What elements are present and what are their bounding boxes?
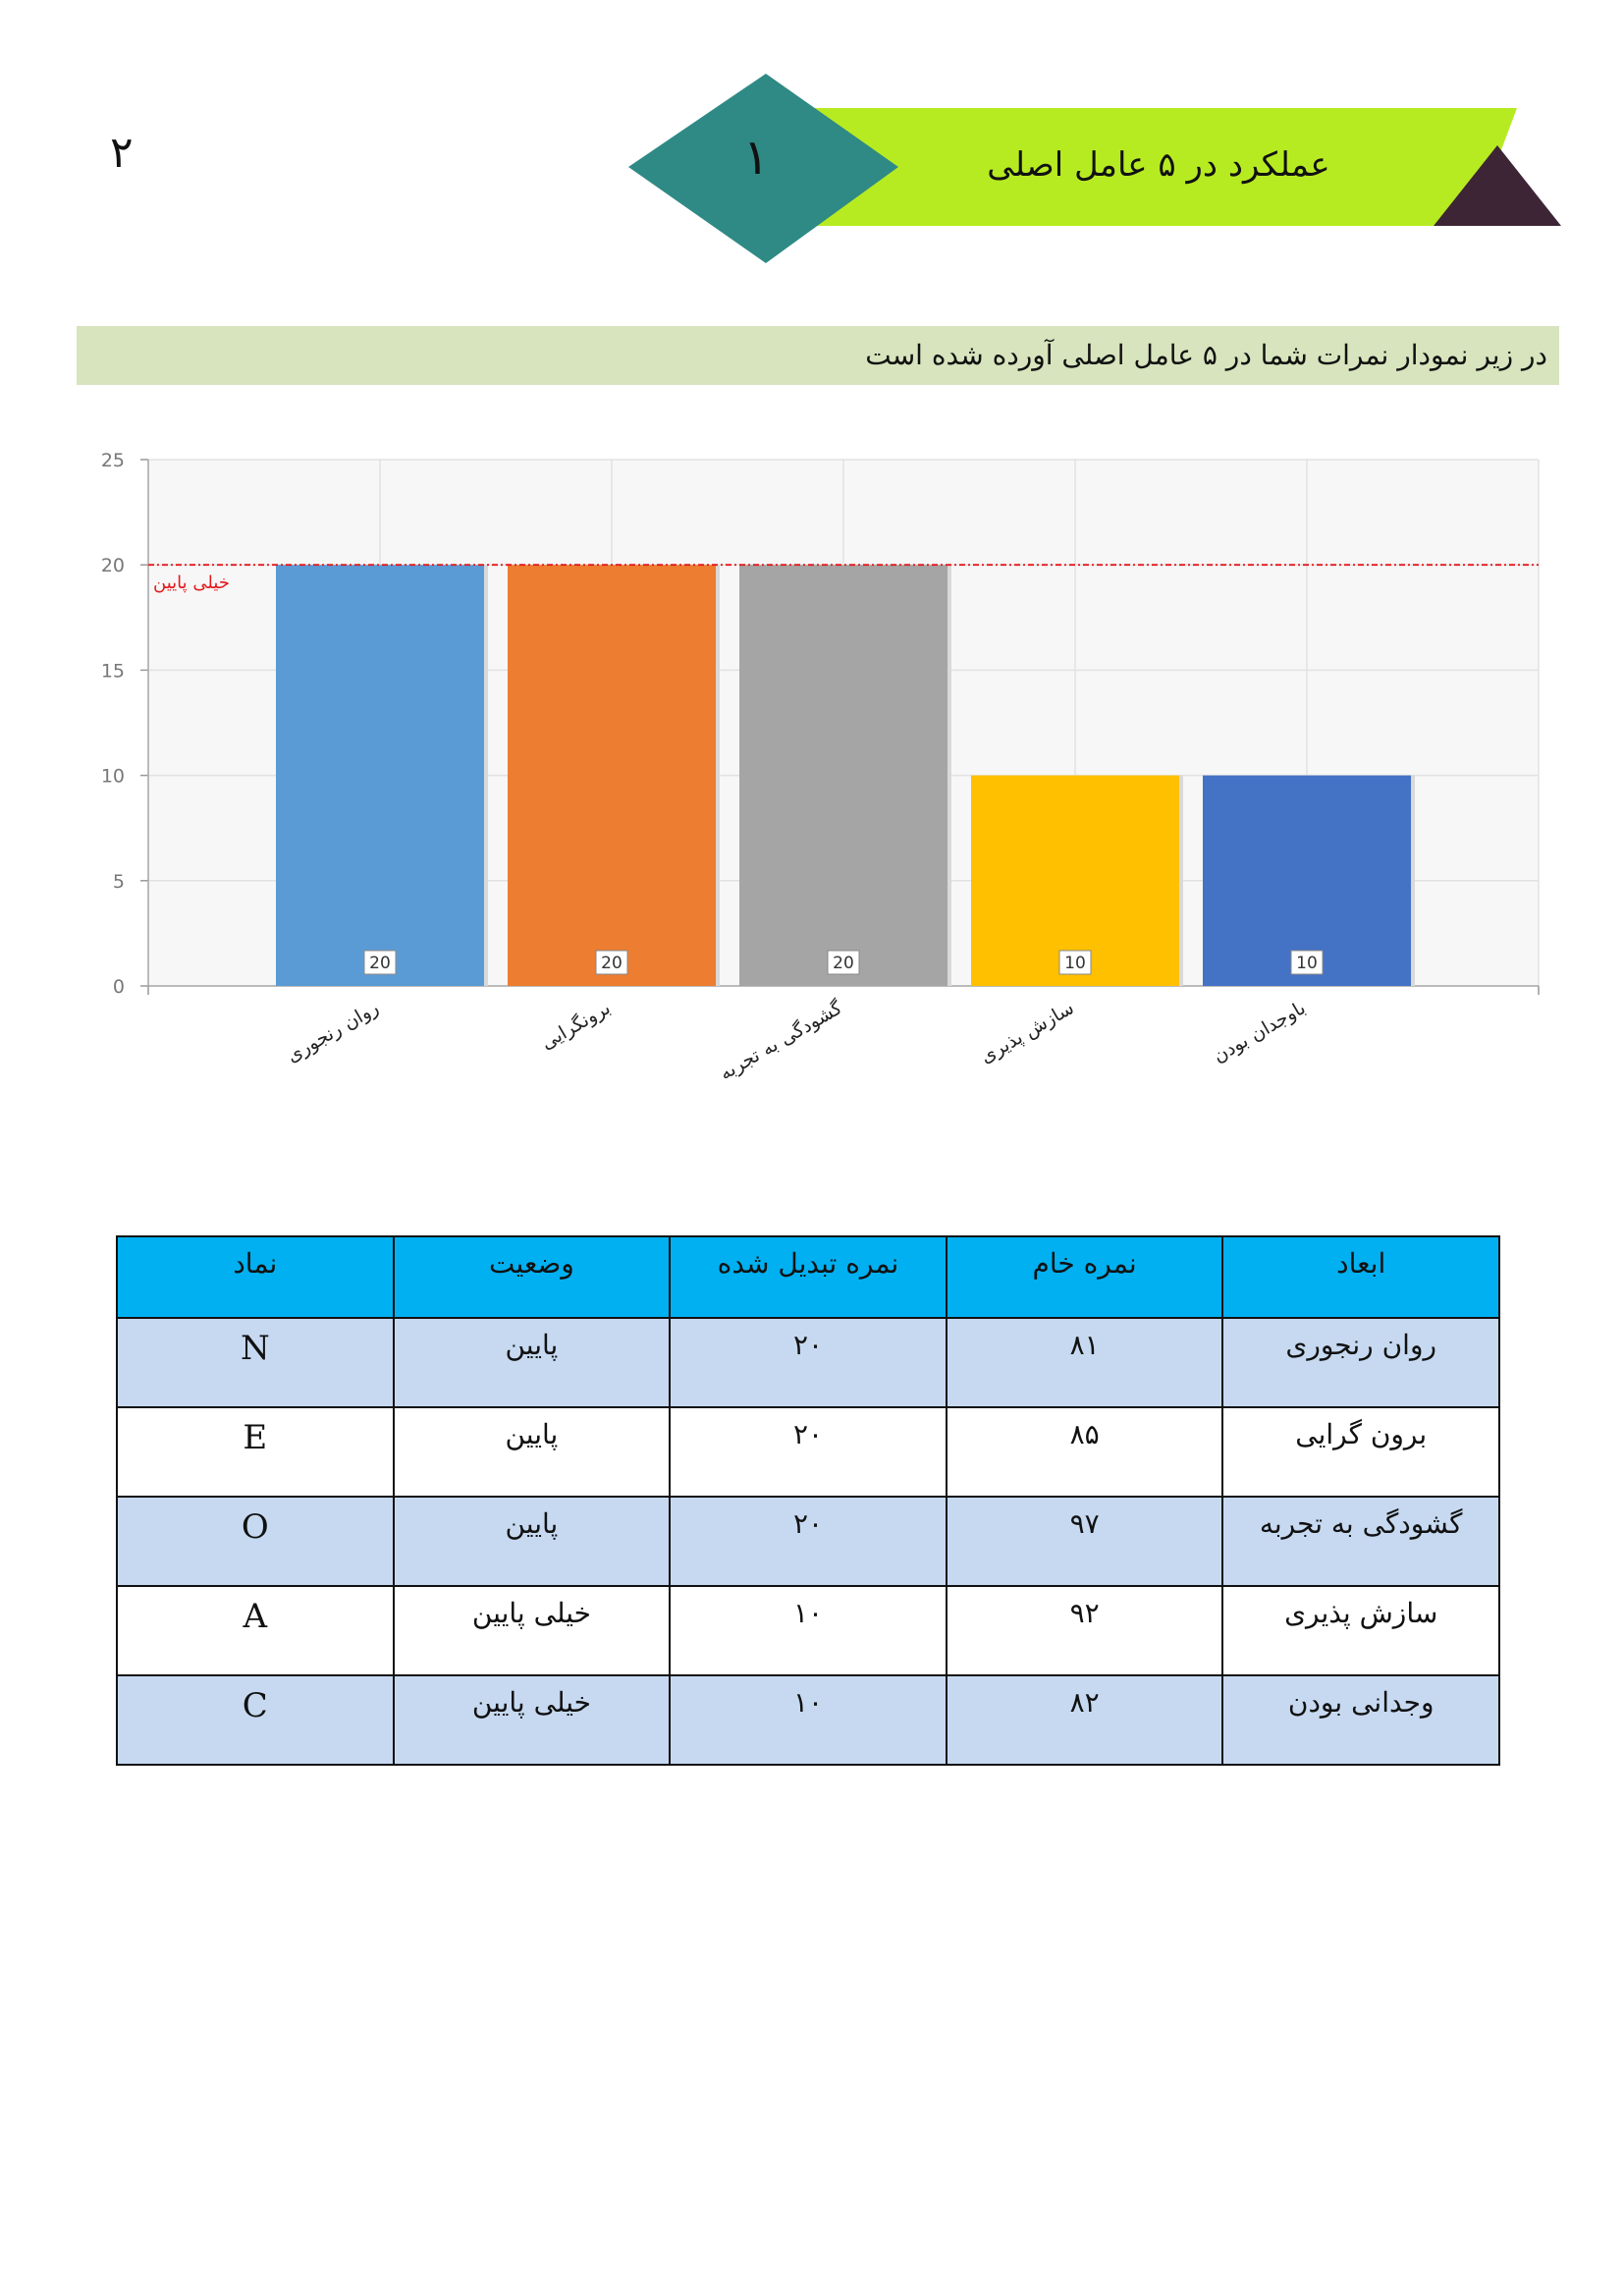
header-number: ۱ xyxy=(742,129,770,186)
bar xyxy=(276,565,484,986)
bar-value-label: 20 xyxy=(601,954,623,973)
header-symbol: نماد xyxy=(117,1236,394,1318)
cell-status: خیلی پایین xyxy=(394,1675,671,1765)
y-tick-label: 25 xyxy=(100,450,125,471)
table-row xyxy=(117,1318,1499,1407)
threshold-label: خیلی پایین xyxy=(153,573,230,594)
category-label: سازش پذیری xyxy=(976,997,1078,1068)
header-raw-score: نمره خام xyxy=(947,1236,1223,1318)
header-title: عملکرد در ۵ عامل اصلی xyxy=(987,145,1330,185)
category-label: برونگرایی xyxy=(537,997,615,1055)
header-converted-score: نمره تبدیل شده xyxy=(670,1236,947,1318)
cell-status: پایین xyxy=(394,1497,671,1586)
category-label: روان رنجوری xyxy=(283,997,383,1067)
header-status: وضعیت xyxy=(394,1236,671,1318)
cell-symbol: E xyxy=(117,1407,394,1497)
table-row xyxy=(117,1407,1499,1497)
table-header-row xyxy=(117,1236,1499,1318)
cell-symbol: A xyxy=(117,1586,394,1675)
cell-status: پایین xyxy=(394,1318,671,1407)
cell-raw-score: ۹۲ xyxy=(947,1586,1223,1675)
header-dimension: ابعاد xyxy=(1222,1236,1499,1318)
bar-value-label: 10 xyxy=(1296,954,1318,973)
cell-converted-score: ۲۰ xyxy=(670,1407,947,1497)
y-tick-label: 15 xyxy=(100,660,125,683)
bar xyxy=(739,565,947,986)
cell-symbol: O xyxy=(117,1497,394,1586)
cell-converted-score: ۱۰ xyxy=(670,1675,947,1765)
results-table xyxy=(116,1235,1500,1766)
table-row xyxy=(117,1586,1499,1675)
intro-text: در زیر نمودار نمرات شما در ۵ عامل اصلی آورده شده است xyxy=(865,339,1547,371)
bar-value-label: 20 xyxy=(369,954,391,973)
cell-dimension: گشودگی به تجربه xyxy=(1222,1497,1499,1586)
category-label: گشودگی به تجربه xyxy=(716,997,846,1085)
bar-value-label: 10 xyxy=(1064,954,1086,973)
cell-raw-score: ۸۵ xyxy=(947,1407,1223,1497)
cell-dimension: روان رنجوری xyxy=(1222,1318,1499,1407)
cell-converted-score: ۱۰ xyxy=(670,1586,947,1675)
cell-converted-score: ۲۰ xyxy=(670,1318,947,1407)
table-row xyxy=(117,1675,1499,1765)
y-tick-label: 10 xyxy=(100,765,125,788)
cell-raw-score: ۹۷ xyxy=(947,1497,1223,1586)
page-number: ۲ xyxy=(110,128,134,178)
cell-dimension: سازش پذیری xyxy=(1222,1586,1499,1675)
cell-raw-score: ۸۲ xyxy=(947,1675,1223,1765)
y-tick-label: 5 xyxy=(112,870,125,893)
bar xyxy=(508,565,716,986)
category-label: باوجدان بودن xyxy=(1209,997,1310,1067)
cell-status: پایین xyxy=(394,1407,671,1497)
y-tick-label: 0 xyxy=(112,976,125,998)
table-row xyxy=(117,1497,1499,1586)
cell-status: خیلی پایین xyxy=(394,1586,671,1675)
y-tick-label: 20 xyxy=(100,555,125,577)
cell-converted-score: ۲۰ xyxy=(670,1497,947,1586)
cell-symbol: C xyxy=(117,1675,394,1765)
bar-value-label: 20 xyxy=(833,954,854,973)
cell-symbol: N xyxy=(117,1318,394,1407)
intro-bar xyxy=(77,326,1559,385)
cell-raw-score: ۸۱ xyxy=(947,1318,1223,1407)
cell-dimension: برون گرایی xyxy=(1222,1407,1499,1497)
bar-chart xyxy=(77,432,1559,1120)
cell-dimension: وجدانی بودن xyxy=(1222,1675,1499,1765)
